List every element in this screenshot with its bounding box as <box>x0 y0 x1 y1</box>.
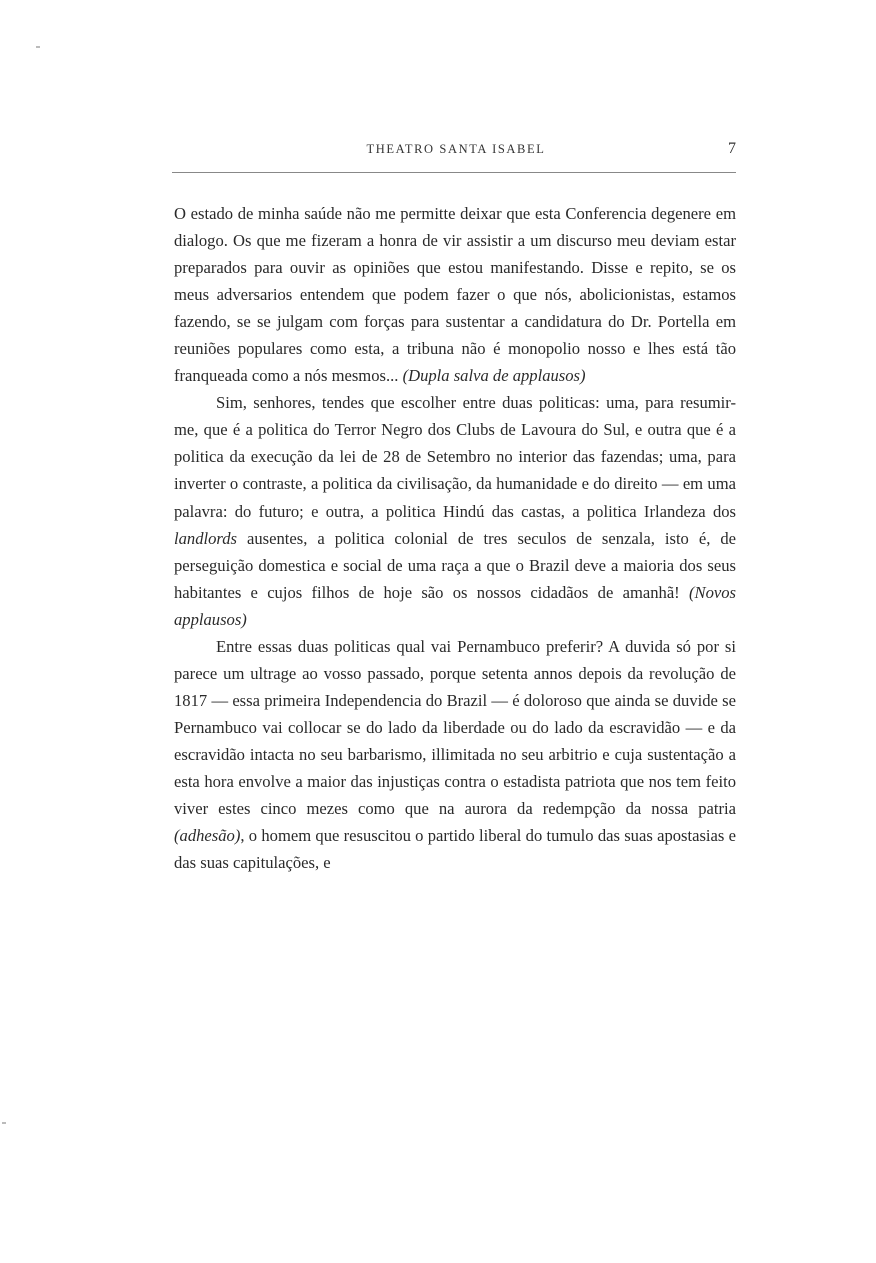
paragraph-2-note: (Novos applausos) <box>174 582 736 629</box>
header-rule <box>172 172 736 173</box>
running-title: THEATRO SANTA ISABEL <box>366 142 546 156</box>
paragraph-3-note: (adhesão) <box>174 826 241 846</box>
paragraph-2-text-b: ausentes, a politica colonial de tres seculos de senzala, isto é, de perseguição domestica e social de uma raça a que o Brazil deve a maioria dos seus habitantes e cujos filhos de hoje são os nossos cidadãos de amanhã! <box>174 528 736 602</box>
paragraph-2-term: landlords <box>174 528 238 548</box>
scan-edge-mark <box>2 1122 6 1124</box>
paragraph-1-note: (Dupla salva de applausos) <box>402 366 586 386</box>
paragraph-3-text-b: , o homem que resuscitou o partido liberal do tumulo das suas apostasias e das suas capitulações, e <box>174 826 736 873</box>
paragraph-1-text: O estado de minha saúde não me permitte deixar que esta Conferencia degenere em dialogo. Os que me fizeram a honra de vir assistir a um discurso meu deviam estar preparados para ouvir as opiniões que estou manifestando. Disse e repito, se os meus adversarios entendem que podem fazer o que nós, abolicionistas, estamos fazendo, se se julgam com forças para sustentar a candidatura do Dr. Portella em reuniões populares como esta, a tribuna não é monopolio nosso e lhes está tão franqueada como a nós mesmos... <box>174 204 736 386</box>
scan-edge-mark <box>36 46 40 48</box>
paragraph-3 <box>174 633 736 876</box>
paragraph-2 <box>174 389 736 632</box>
paragraph-1 <box>174 200 736 389</box>
body-text <box>174 200 736 876</box>
paragraph-3-text-a: Entre essas duas politicas qual vai Pernambuco preferir? A duvida só por si parece um ultrage ao vosso passado, porque setenta annos depois da revolução de 1817 — essa primeira Independencia do Brazil — é doloroso que ainda se duvide se Pernambuco vai collocar se do lado da liberdade ou do lado da escravidão — e da escravidão intacta no seu barbarismo, illimitada no seu arbitrio e cuja sustentação a esta hora envolve a maior das injustiças contra o estadista patriota que nos tem feito viver estes cinco mezes como que na aurora da redempção da nossa patria <box>174 636 736 819</box>
running-head <box>172 142 740 164</box>
page-number: 7 <box>728 140 736 157</box>
paragraph-2-text-a: Sim, senhores, tendes que escolher entre duas politicas: uma, para resumir-me, que é a politica do Terror Negro dos Clubs de Lavoura do Sul, e outra que é a politica da execução da lei de 28 de Setembro no interior das fazendas; uma, para inverter o contraste, a politica da civilisação, da humanidade e do direito — em uma palavra: do futuro; e outra, a politica Hindú das castas, a politica Irlandeza dos <box>174 393 736 521</box>
